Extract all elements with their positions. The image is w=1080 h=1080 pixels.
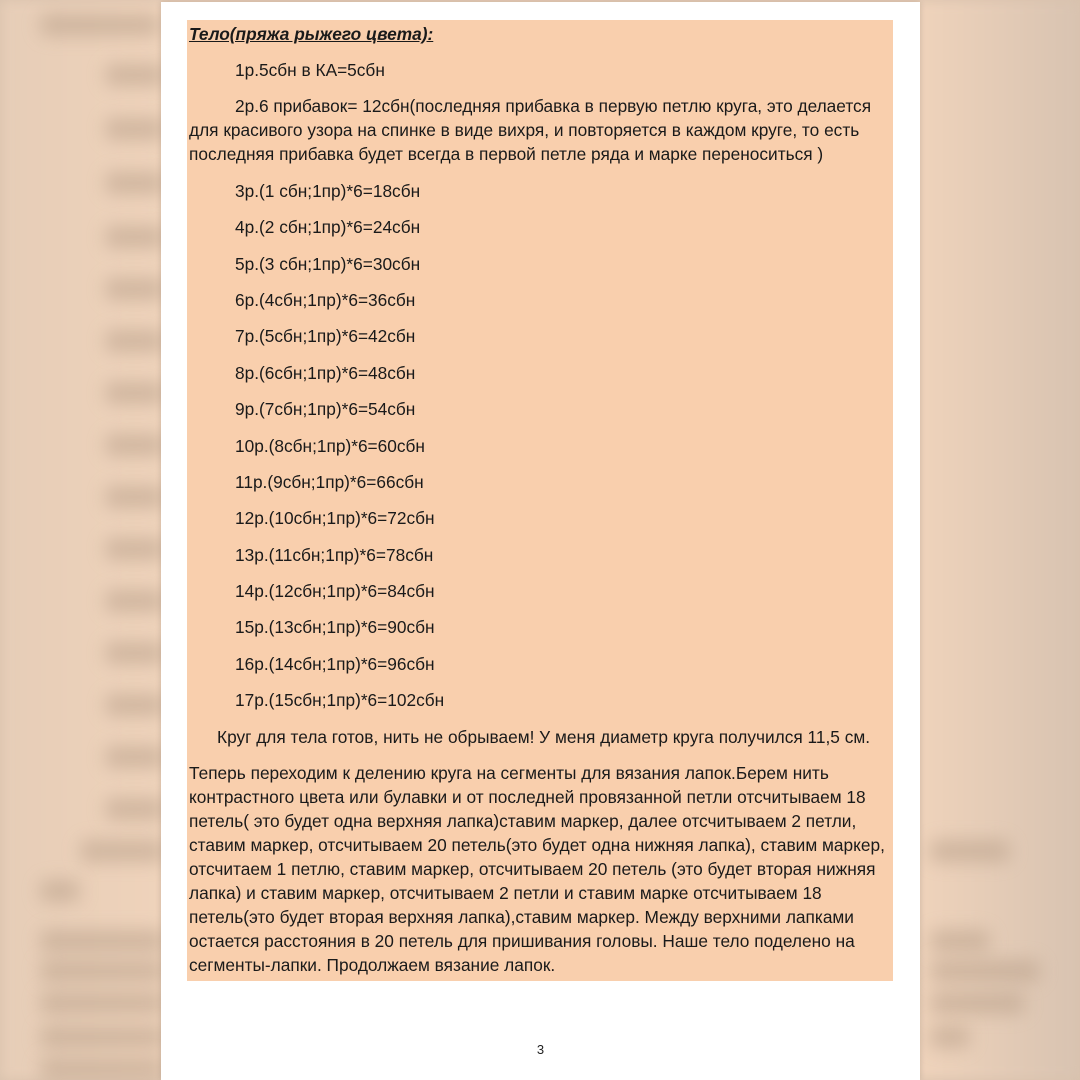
ghost-line xyxy=(40,992,165,1014)
row-10: 10р.(8сбн;1пр)*6=60сбн xyxy=(235,435,425,456)
ghost-line xyxy=(105,746,165,768)
row-8: 8р.(6сбн;1пр)*6=48сбн xyxy=(235,362,416,383)
ghost-line xyxy=(105,434,165,456)
ghost-line xyxy=(40,930,165,952)
row-5: 5р.(3 сбн;1пр)*6=30сбн xyxy=(235,253,421,274)
ghost-line xyxy=(930,960,1040,982)
ghost-line xyxy=(40,1026,165,1048)
row-7: 7р.(5сбн;1пр)*6=42сбн xyxy=(235,326,416,347)
ghost-line xyxy=(105,278,165,300)
row-17: 17р.(15сбн;1пр)*6=102сбн xyxy=(235,690,445,711)
ghost-line xyxy=(105,330,165,352)
row-14: 14р.(12сбн;1пр)*6=84сбн xyxy=(235,581,435,602)
section-heading: Тело(пряжа рыжего цвета): xyxy=(189,24,434,44)
row-2-paragraph: 2р.6 прибавок= 12сбн(последняя прибавка в первую петлю круга, это делается для красивого узора на спинке в виде вихря, и повторяется в каждом круге, то есть последняя прибавка будет всегда в первой петле ряда и марке переноситься ) xyxy=(189,96,872,165)
circle-done-paragraph: Круг для тела готов, нить не обрываем! У меня диаметр круга получился 11,5 см. xyxy=(217,726,871,747)
row-9: 9р.(7сбн;1пр)*6=54сбн xyxy=(235,399,416,420)
ghost-line xyxy=(105,694,165,716)
row-16: 16р.(14сбн;1пр)*6=96сбн xyxy=(235,653,435,674)
ghost-line xyxy=(930,930,990,952)
ghost-line xyxy=(40,1058,165,1080)
row-12: 12р.(10сбн;1пр)*6=72сбн xyxy=(235,508,435,529)
row-11: 11р.(9сбн;1пр)*6=66сбн xyxy=(235,471,424,492)
ghost-line xyxy=(80,840,165,862)
ghost-line xyxy=(930,992,1025,1014)
page-number: 3 xyxy=(536,1042,545,1057)
row-3: 3р.(1 сбн;1пр)*6=18сбн xyxy=(235,180,421,201)
ghost-line xyxy=(930,1026,970,1048)
row-15: 15р.(13сбн;1пр)*6=90сбн xyxy=(235,617,435,638)
ghost-line xyxy=(105,118,165,140)
ghost-line xyxy=(105,226,165,248)
ghost-line xyxy=(105,538,165,560)
ghost-line xyxy=(930,840,1010,862)
ghost-line xyxy=(105,172,165,194)
highlighted-text-block xyxy=(187,20,893,981)
ghost-line xyxy=(105,382,165,404)
ghost-line xyxy=(105,590,165,612)
ghost-line xyxy=(40,960,165,982)
ghost-line xyxy=(105,642,165,664)
ghost-line xyxy=(40,880,80,902)
ghost-line xyxy=(105,64,165,86)
row-4: 4р.(2 сбн;1пр)*6=24сбн xyxy=(235,217,421,238)
row-13: 13р.(11сбн;1пр)*6=78сбн xyxy=(235,544,434,565)
ghost-line xyxy=(105,798,165,820)
row-6: 6р.(4сбн;1пр)*6=36сбн xyxy=(235,289,416,310)
ghost-line xyxy=(40,14,160,36)
document-page xyxy=(161,2,920,1080)
row-1: 1р.5сбн в КА=5сбн xyxy=(235,60,385,80)
segments-paragraph: Теперь переходим к делению круга на сегменты для вязания лапок.Берем нить контрастного цвета или булавки и от последней провязанной петли отсчитываем 18 петель( это будет одна верхняя лапка)ставим маркер, далее отсчитываем 2 петли, ставим маркер, отсчитываем 20 петель(это будет одна нижняя лапка), ставим маркер, отсчитаем 1 петлю, ставим маркер, отсчитываем 20 петель (это будет вторая нижняя лапка) и ставим маркер, отсчитываем 2 петли и ставим марке отсчитываем 18 петель(это будет вторая верхняя лапка),ставим маркер. Между верхними лапками остается расстояния в 20 петель для пришивания головы. Наше тело поделено на сегменты-лапки. Продолжаем вязание лапок. xyxy=(189,763,885,976)
ghost-line xyxy=(105,486,165,508)
